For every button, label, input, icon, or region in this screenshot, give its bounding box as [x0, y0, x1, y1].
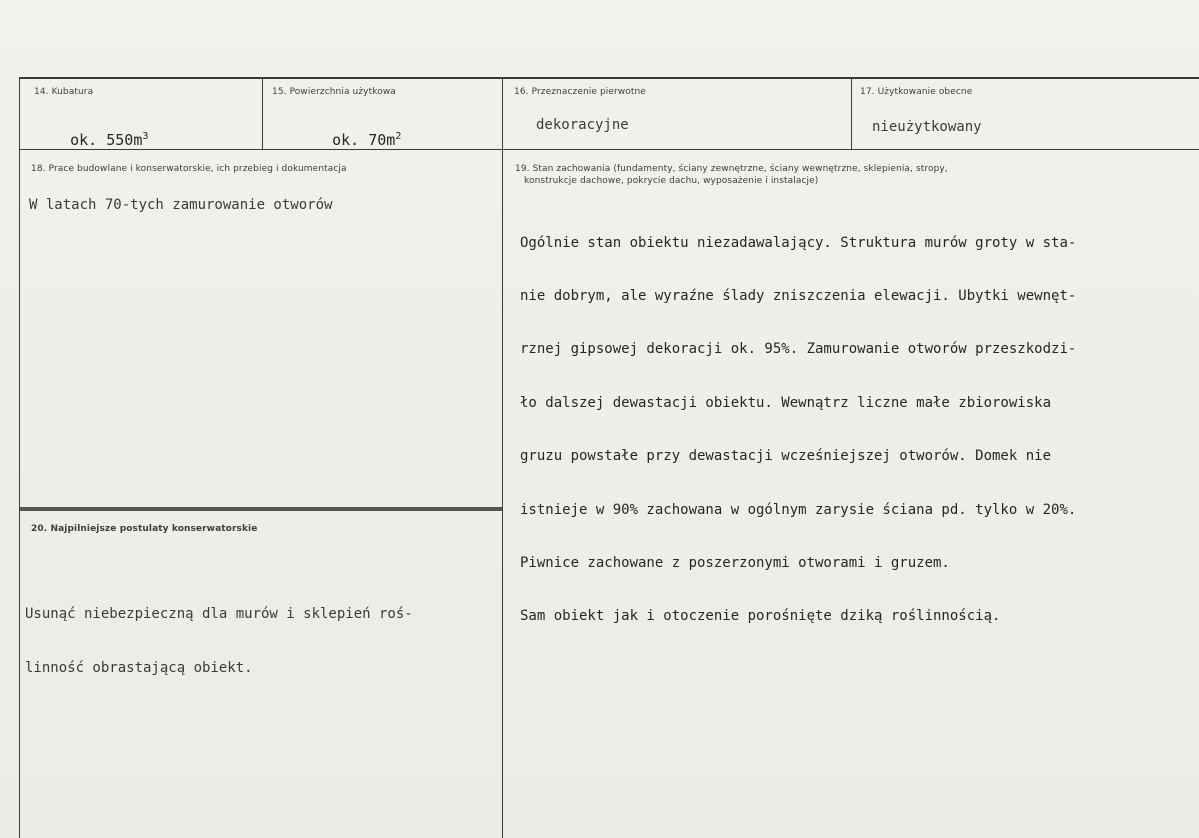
column-divider-2 [502, 78, 503, 838]
field-15-value [296, 115, 401, 166]
field-16-value: dekoracyjne [536, 117, 629, 133]
field-18-value: W latach 70-tych zamurowanie otworów [29, 197, 333, 213]
top-rule [19, 77, 1199, 79]
field-15-label: 15. Powierzchnia użytkowa [272, 87, 396, 97]
field-17-label: 17. Użytkowanie obecne [860, 87, 973, 97]
field-14-label: 14. Kubatura [34, 87, 94, 97]
field-18-label: 18. Prace budowlane i konserwatorskie, ich przebieg i dokumentacja [31, 164, 347, 174]
field-20-label: 20. Najpilniejsze postulaty konserwatorskie [31, 524, 258, 534]
field-14-value-text: ok. 550m [70, 131, 143, 149]
field-20-line: linność obrastającą obiekt. [25, 660, 253, 676]
left-border [19, 78, 20, 838]
field-19-label-line-2: konstrukcje dachowe, pokrycie dachu, wyposażenie i instalacje) [524, 176, 819, 186]
field-19-value [520, 199, 1076, 662]
field-19-line: ło dalszej dewastacji obiektu. Wewnątrz liczne małe zbiorowiska [520, 394, 1052, 411]
field-19-label-line-1: 19. Stan zachowania (fundamenty, ściany zewnętrzne, ściany wewnętrzne, sklepienia, stropy, [515, 164, 948, 174]
field-14-unit-exponent: 3 [142, 131, 149, 142]
field-17-value: nieużytkowany [872, 119, 982, 135]
field-19-line: rznej gipsowej dekoracji ok. 95%. Zamurowanie otworów przeszkodzi- [520, 341, 1077, 358]
column-divider-1 [262, 78, 263, 149]
field-19-line: istnieje w 90% zachowana w ogólnym zarysie ściana pd. tylko w 20%. [520, 501, 1077, 518]
row-divider [19, 149, 1199, 150]
field-15-value-text: ok. 70m [332, 131, 396, 149]
field-15-unit-exponent: 2 [395, 131, 402, 142]
field-20-line: Usunąć niebezpieczną dla murów i sklepień roś- [25, 606, 413, 622]
field-19-line: gruzu powstałe przy dewastacji wcześniejszej otworów. Domek nie [520, 448, 1052, 465]
field-16-label: 16. Przeznaczenie pierwotne [514, 87, 646, 97]
field-14-value [34, 115, 148, 166]
field-19-line: nie dobrym, ale wyraźne ślady zniszczenia elewacji. Ubytki wewnęt- [520, 287, 1077, 304]
section-divider [19, 507, 502, 511]
field-19-line: Piwnice zachowane z poszerzonymi otworami i gruzem. [520, 554, 950, 571]
field-19-label [515, 163, 1035, 187]
field-19-line: Ogólnie stan obiektu niezadawalający. Struktura murów groty w sta- [520, 234, 1077, 251]
field-19-line: Sam obiekt jak i otoczenie porośnięte dziką roślinnością. [520, 608, 1001, 625]
column-divider-3 [851, 78, 852, 149]
field-20-value [25, 569, 413, 713]
